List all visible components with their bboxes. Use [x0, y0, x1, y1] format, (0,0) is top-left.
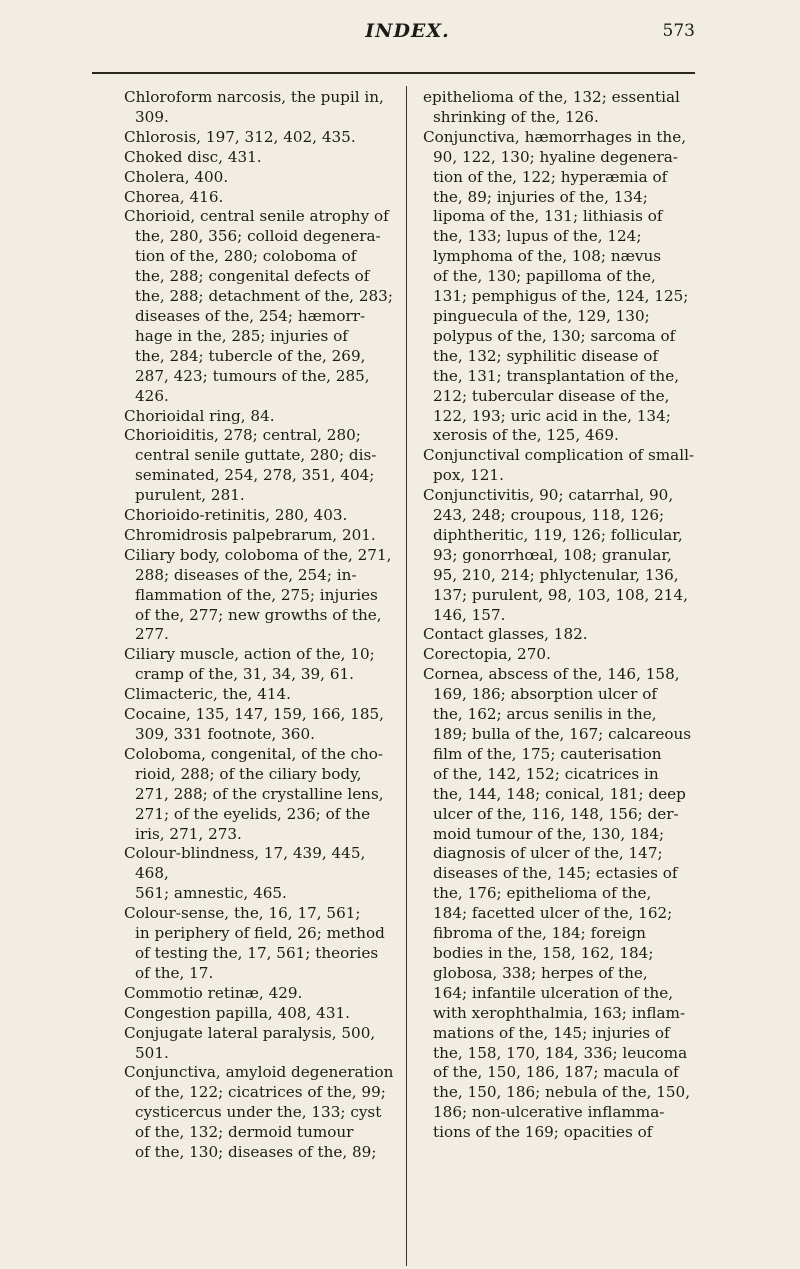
index-entry: Colour-sense, the, 16, 17, 561; in periphery of field, 26; method of testing the, 17, 561; theories of the, 17. — [124, 904, 385, 982]
index-entry: Chorea, 416. — [124, 187, 224, 206]
index-entry: Chorioido-retinitis, 280, 403. — [124, 506, 348, 525]
index-column-right — [423, 88, 698, 1143]
index-entry: Chorioiditis, 278; central, 280; central senile guttate, 280; dis- seminated, 254, 278, 351, 404; purulent, 281. — [124, 426, 377, 505]
running-title: INDEX. — [365, 20, 450, 42]
index-entry: Corectopia, 270. — [423, 645, 551, 664]
index-entry: Conjugate lateral paralysis, 500, 501. — [124, 1023, 376, 1062]
index-entry: Cocaine, 135, 147, 159, 166, 185, 309, 331 footnote, 360. — [124, 705, 384, 743]
index-entry: Chlorosis, 197, 312, 402, 435. — [124, 127, 356, 146]
index-entry: Coloboma, congenital, of the cho- rioid, 288; of the ciliary body, 271, 288; of the crystalline lens, 271; of the eyelids, 236; of the iris, 271, 273. — [124, 744, 384, 843]
index-entry: Ciliary body, coloboma of the, 271, 288; diseases of the, 254; in- flammation of the, 275; injuries of the, 277; new growths of the, 277. — [124, 545, 392, 644]
index-entry: Chromidrosis palpebrarum, 201. — [124, 525, 376, 544]
index-entry: Climacteric, the, 414. — [124, 685, 292, 704]
index-entry: Ciliary muscle, action of the, 10; cramp of the, 31, 34, 39, 61. — [124, 645, 375, 684]
index-entry: Conjunctiva, amyloid degeneration of the, 122; cicatrices of the, 99; cysticercus under the, 133; cyst of the, 132; dermoid tumour of the, 130; diseases of the, 89; — [124, 1063, 394, 1162]
column-divider — [406, 86, 407, 1266]
index-entry: Chorioidal ring, 84. — [124, 406, 275, 425]
page-header — [120, 18, 695, 58]
index-entry: Chorioid, central senile atrophy of the, 280, 356; colloid degenera- tion of the, 280; coloboma of the, 288; congenital defects of the, 288; detachment of the, 283; diseases of the, 254; hæmorr- hage in the, 285; injuries of the, 284; tubercle of the, 269, 287, 423; tumours of the, 285, 426. — [124, 207, 393, 405]
index-entry: Choked disc, 431. — [124, 147, 262, 166]
index-entry: Conjunctival complication of small- pox, 121. — [423, 446, 695, 485]
index-entry: Conjunctivitis, 90; catarrhal, 90, 243, 248; croupous, 118, 126; diphtheritic, 119, 126; follicular, 93; gonorrhœal, 108; granular, 95, 210, 214; phlyctenular, 136, 137; purulent, 98, 103, 108, 214, 146, 157. — [423, 486, 688, 624]
index-entry: Congestion papilla, 408, 431. — [124, 1003, 351, 1022]
page-number: 573 — [662, 21, 695, 41]
index-entry: epithelioma of the, 132; essential shrinking of the, 126. — [423, 88, 680, 126]
index-entry: Contact glasses, 182. — [423, 625, 588, 644]
index-entry: Commotio retinæ, 429. — [124, 983, 303, 1002]
index-entry: Chloroform narcosis, the pupil in, 309. — [124, 88, 384, 126]
header-rule — [92, 72, 695, 74]
index-column-left — [124, 88, 399, 1163]
index-entry: Conjunctiva, hæmorrhages in the, 90, 122, 130; hyaline degenera- tion of the, 122; hyperæmia of the, 89; injuries of the, 134; lipoma of the, 131; lithiasis of the, 133; lupus of the, 124; lymphoma of the, 108; nævus of the, 130; papilloma of the, 131; pemphigus of the, 124, 125; pinguecula of the, 129, 130; polypus of the, 130; sarcoma of the, 132; syphilitic disease of the, 131; transplantation of the, 212; tubercular disease of the, 122, 193; uric acid in the, 134; xerosis of the, 125, 469. — [423, 127, 689, 445]
index-entry: Cornea, abscess of the, 146, 158, 169, 186; absorption ulcer of the, 162; arcus senilis in the, 189; bulla of the, 167; calcareous film of the, 175; cauterisation of the, 142, 152; cicatrices in the, 144, 148; conical, 181; deep ulcer of the, 116, 148, 156; der- moid tumour of the, 130, 184; diagnosis of ulcer of the, 147; diseases of the, 145; ectasies of the, 176; epithelioma of the, 184; facetted ulcer of the, 162; fibroma of the, 184; foreign bodies in the, 158, 162, 184; globosa, 338; herpes of the, 164; infantile ulceration of the, with xerophthalmia, 163; inflam- mations of the, 145; injuries of the, 158, 170, 184, 336; leucoma of the, 150, 186, 187; macula of the, 150, 186; nebula of the, 150, 186; non-ulcerative inflamma- tions of the 169; opacities of — [423, 665, 692, 1142]
index-entry: Cholera, 400. — [124, 167, 229, 186]
index-entry: Colour-blindness, 17, 439, 445, 468, 561; amnestic, 465. — [124, 844, 366, 903]
